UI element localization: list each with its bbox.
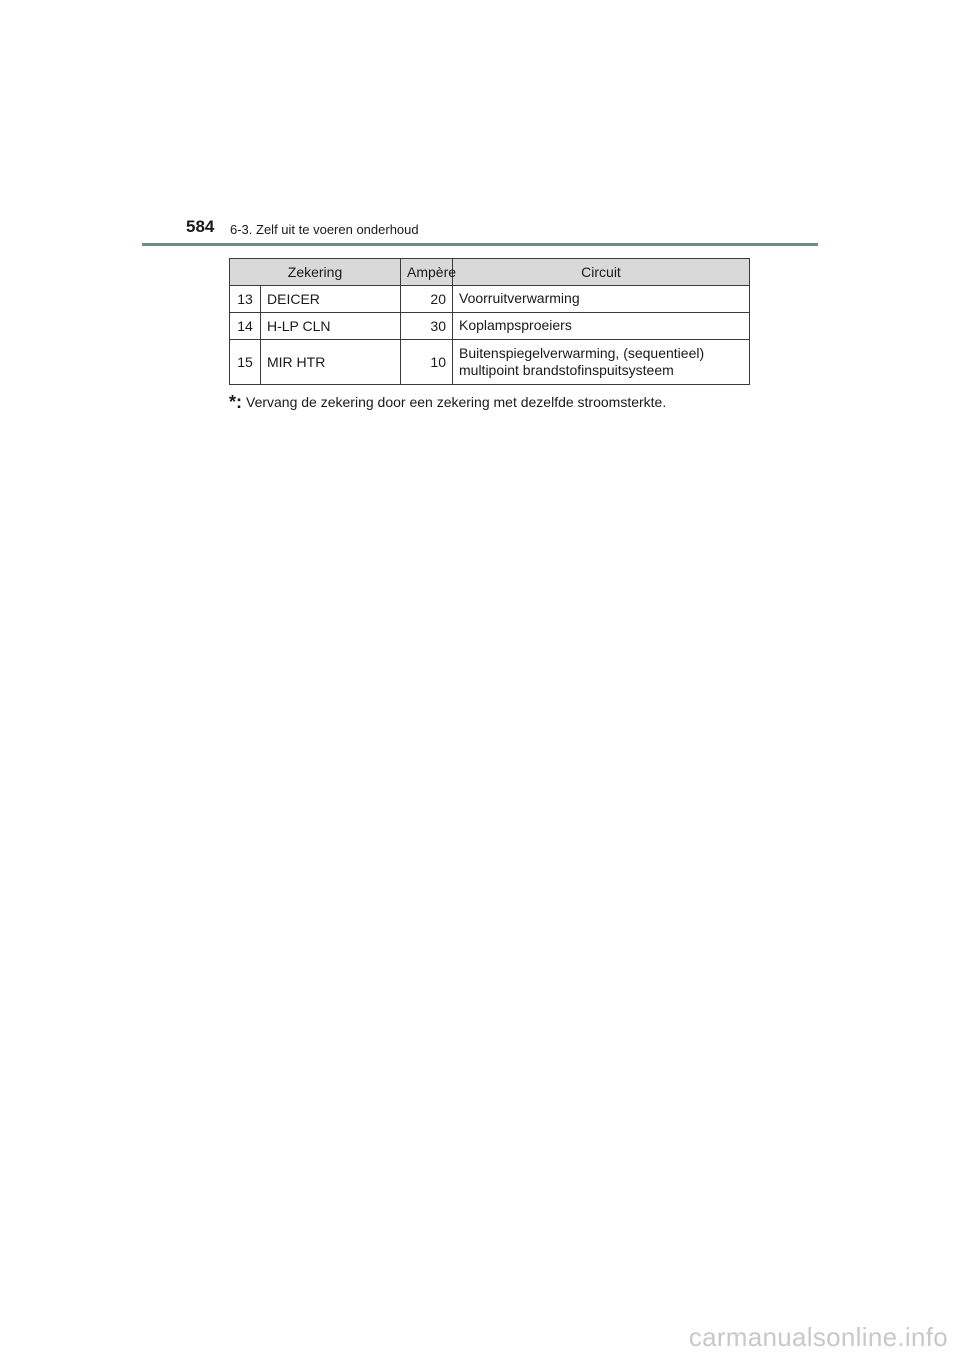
fuse-number: 13	[230, 286, 261, 313]
table-row	[230, 340, 750, 385]
page-number: 584	[186, 217, 215, 236]
footnote	[229, 392, 666, 413]
footnote-text: Vervang de zekering door een zekering met dezelfde stroomsterkte.	[246, 394, 667, 410]
watermark: carmanualsonline.info	[688, 1322, 948, 1352]
footnote-mark: *:	[229, 392, 242, 412]
column-header-fuse: Zekering	[230, 259, 401, 286]
fuse-circuit: Voorruitverwarming	[453, 286, 750, 313]
table-row	[230, 286, 750, 313]
header-divider	[142, 243, 818, 246]
fuse-table	[229, 258, 750, 385]
fuse-circuit: Buitenspiegelverwarming, (sequentieel) multipoint brandstofinspuitsysteem	[453, 340, 750, 385]
fuse-circuit: Koplampsproeiers	[453, 313, 750, 340]
column-header-circuit: Circuit	[453, 259, 750, 286]
table-header-row	[230, 259, 750, 286]
fuse-name: MIR HTR	[261, 340, 401, 385]
fuse-number: 14	[230, 313, 261, 340]
section-title: 6-3. Zelf uit te voeren onderhoud	[230, 222, 419, 237]
column-header-amp: Ampère	[401, 259, 453, 286]
fuse-name: DEICER	[261, 286, 401, 313]
fuse-number: 15	[230, 340, 261, 385]
fuse-name: H-LP CLN	[261, 313, 401, 340]
fuse-amp: 10	[401, 340, 453, 385]
fuse-amp: 30	[401, 313, 453, 340]
fuse-amp: 20	[401, 286, 453, 313]
table-row	[230, 313, 750, 340]
